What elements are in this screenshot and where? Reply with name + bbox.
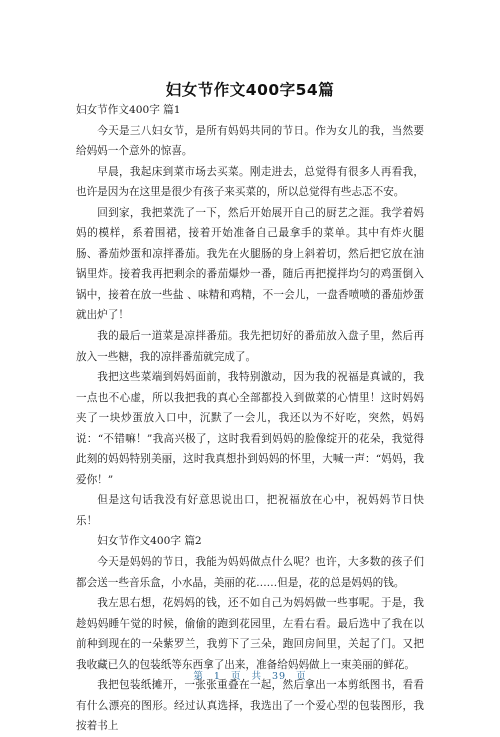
page-footer: 第 1 页 共 39 页: [193, 671, 307, 682]
section-heading: 妇女节作文400字 篇2: [97, 535, 202, 548]
body-paragraph: 今天是妈妈的节日，我能为妈妈做点什么呢？也许，大多数的孩子们都会送一些音乐盒，小水晶，美丽的花……但是，花的总是妈妈的钱。: [76, 556, 424, 589]
document-body: [76, 100, 424, 737]
document-title: 妇女节作文400字54篇: [165, 81, 335, 99]
body-paragraph: 回到家，我把菜洗了一下，然后开始展开自己的厨艺之涯。我学着妈妈的模样，系着围裙，接着开始准备自己最拿手的菜单。其中有炸火腿肠、番茄炒蛋和凉拌番茄。我先在火腿肠的身上斜着切，然后把它放在油锅里炸。接着我再把剩余的番茄爆炒一番，随后再把搅拌均匀的鸡蛋倒入锅中，接着在放一些盐 、味精和鸡精，不一会儿，一盘香喷喷的番茄炒蛋就出炉了！: [76, 206, 424, 322]
body-paragraph: 我把包装纸摊开，一张张重叠在一起，然后拿出一本剪纸图书，看看有什么漂亮的图形。经过认真选择，我选出了一个爱心型的包装图形，我按着书上: [76, 679, 424, 733]
body-paragraph: 但是这句话我没有好意思说出口，把祝福放在心中，祝妈妈节日快乐！: [76, 494, 424, 527]
body-paragraph: 我左思右想，花妈妈的钱，还不如自己为妈妈做一些事呢。于是，我趁妈妈睡午觉的时候，偷偷的跑到花园里，左看右看。最后选中了我在以前种到现在的一朵紫罗兰，我剪下了三朵，跑回房间里，关起了门。又把我收藏已久的包装纸等东西拿了出来，准备给妈妈做上一束美丽的鲜花。: [76, 597, 424, 671]
body-paragraph: 早晨，我起床到菜市场去买菜。刚走进去，总觉得有很多人再看我，也许是因为在这里是很少有孩子来买菜的，所以总觉得有些忐忑不安。: [76, 165, 424, 199]
section-heading: 妇女节作文400字 篇1: [76, 104, 181, 116]
body-paragraph: 我把这些菜端到妈妈面前，我特别激动，因为我的祝福是真诚的，我一点也不心虚，所以我把我的真心全部都投入到做菜的心情里！这时妈妈夹了一块炒蛋放入口中，沉默了一会儿，我还以为不好吃，突然，妈妈说：“不错嘛！”我高兴极了，这时我看到妈妈的脸像绽开的花朵，我觉得此刻的妈妈特别美丽，这时我真想扑到妈妈的怀里，大喊一声：“妈妈，我爱你！”: [76, 371, 424, 486]
body-paragraph: 我的最后一道菜是凉拌番茄。我先把切好的番茄放入盘子里，然后再放入一些糖，我的凉拌番茄就完成了。: [76, 330, 424, 363]
body-paragraph: 今天是三八妇女节，是所有妈妈共同的节日。作为女儿的我，当然要给妈妈一个意外的惊喜。: [76, 124, 424, 158]
